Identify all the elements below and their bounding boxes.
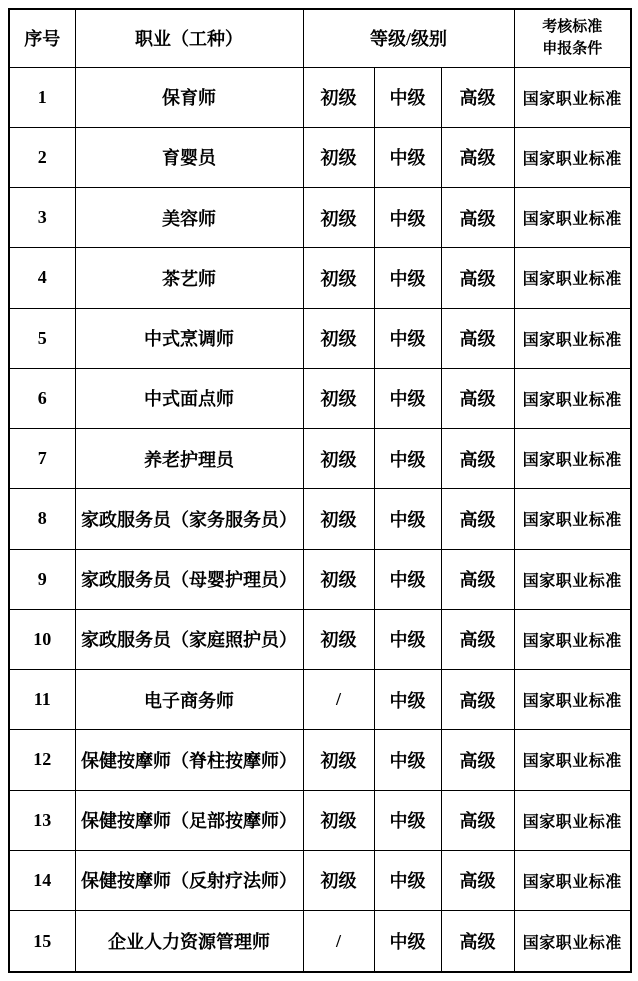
cell-standard: 国家职业标准 (514, 911, 631, 973)
table-row (9, 790, 631, 850)
table-row (9, 429, 631, 489)
cell-level-intermediate: 中级 (374, 730, 441, 790)
table-row (9, 188, 631, 248)
cell-occupation: 美容师 (75, 188, 303, 248)
cell-occupation: 养老护理员 (75, 429, 303, 489)
cell-seq: 3 (9, 188, 75, 248)
cell-level-intermediate: 中级 (374, 248, 441, 308)
cell-standard: 国家职业标准 (514, 489, 631, 549)
cell-level-junior: 初级 (303, 127, 374, 187)
cell-level-junior: 初级 (303, 790, 374, 850)
cell-level-junior: 初级 (303, 429, 374, 489)
header-row (9, 9, 631, 67)
cell-seq: 13 (9, 790, 75, 850)
table-body (9, 67, 631, 972)
table-row (9, 248, 631, 308)
cell-seq: 12 (9, 730, 75, 790)
cell-level-senior: 高级 (441, 308, 514, 368)
cell-level-intermediate: 中级 (374, 429, 441, 489)
cell-level-intermediate: 中级 (374, 67, 441, 127)
cell-occupation: 企业人力资源管理师 (75, 911, 303, 973)
cell-level-junior: 初级 (303, 248, 374, 308)
cell-level-senior: 高级 (441, 790, 514, 850)
cell-standard: 国家职业标准 (514, 368, 631, 428)
cell-level-intermediate: 中级 (374, 308, 441, 368)
cell-standard: 国家职业标准 (514, 730, 631, 790)
table-row (9, 67, 631, 127)
cell-level-junior: 初级 (303, 368, 374, 428)
cell-level-junior: 初级 (303, 549, 374, 609)
cell-seq: 15 (9, 911, 75, 973)
cell-standard: 国家职业标准 (514, 188, 631, 248)
cell-occupation: 电子商务师 (75, 670, 303, 730)
cell-level-junior: 初级 (303, 730, 374, 790)
table-row (9, 670, 631, 730)
cell-level-junior: 初级 (303, 188, 374, 248)
cell-occupation: 家政服务员（家庭照护员） (75, 609, 303, 669)
cell-occupation: 育婴员 (75, 127, 303, 187)
cell-level-senior: 高级 (441, 489, 514, 549)
cell-occupation: 保健按摩师（脊柱按摩师） (75, 730, 303, 790)
cell-level-intermediate: 中级 (374, 368, 441, 428)
cell-level-intermediate: 中级 (374, 188, 441, 248)
cell-level-senior: 高级 (441, 248, 514, 308)
cell-level-senior: 高级 (441, 188, 514, 248)
table-row (9, 489, 631, 549)
header-seq: 序号 (9, 9, 75, 67)
cell-occupation: 中式烹调师 (75, 308, 303, 368)
cell-level-intermediate: 中级 (374, 609, 441, 669)
cell-level-intermediate: 中级 (374, 127, 441, 187)
cell-seq: 14 (9, 850, 75, 910)
header-level: 等级/级别 (303, 9, 514, 67)
cell-seq: 6 (9, 368, 75, 428)
cell-occupation: 保健按摩师（反射疗法师） (75, 850, 303, 910)
cell-standard: 国家职业标准 (514, 127, 631, 187)
cell-level-intermediate: 中级 (374, 549, 441, 609)
cell-occupation: 中式面点师 (75, 368, 303, 428)
cell-level-senior: 高级 (441, 670, 514, 730)
table-row (9, 911, 631, 973)
cell-level-senior: 高级 (441, 850, 514, 910)
table-row (9, 609, 631, 669)
cell-level-junior: 初级 (303, 489, 374, 549)
cell-seq: 8 (9, 489, 75, 549)
cell-level-junior: 初级 (303, 308, 374, 368)
cell-standard: 国家职业标准 (514, 850, 631, 910)
cell-standard: 国家职业标准 (514, 670, 631, 730)
cell-seq: 1 (9, 67, 75, 127)
cell-level-junior: 初级 (303, 67, 374, 127)
header-occupation: 职业（工种） (75, 9, 303, 67)
cell-level-senior: 高级 (441, 67, 514, 127)
cell-standard: 国家职业标准 (514, 790, 631, 850)
cell-level-intermediate: 中级 (374, 489, 441, 549)
cell-level-intermediate: 中级 (374, 670, 441, 730)
cell-seq: 7 (9, 429, 75, 489)
cell-seq: 5 (9, 308, 75, 368)
cell-level-senior: 高级 (441, 730, 514, 790)
cell-seq: 10 (9, 609, 75, 669)
table-row (9, 368, 631, 428)
table-row (9, 850, 631, 910)
cell-standard: 国家职业标准 (514, 609, 631, 669)
cell-seq: 11 (9, 670, 75, 730)
cell-occupation: 家政服务员（家务服务员） (75, 489, 303, 549)
table-row (9, 127, 631, 187)
cell-standard: 国家职业标准 (514, 549, 631, 609)
header-standard-line2: 申报条件 (542, 41, 603, 58)
table-row (9, 730, 631, 790)
cell-occupation: 保健按摩师（足部按摩师） (75, 790, 303, 850)
cell-standard: 国家职业标准 (514, 308, 631, 368)
cell-seq: 4 (9, 248, 75, 308)
cell-standard: 国家职业标准 (514, 248, 631, 308)
table-header (9, 9, 631, 67)
header-standard-line1: 考核标准 (542, 18, 603, 35)
cell-occupation: 茶艺师 (75, 248, 303, 308)
cell-level-junior: / (303, 670, 374, 730)
cell-level-junior: / (303, 911, 374, 973)
cell-level-senior: 高级 (441, 368, 514, 428)
table-row (9, 549, 631, 609)
cell-standard: 国家职业标准 (514, 429, 631, 489)
cell-occupation: 保育师 (75, 67, 303, 127)
cell-level-senior: 高级 (441, 429, 514, 489)
cell-level-intermediate: 中级 (374, 911, 441, 973)
cell-seq: 9 (9, 549, 75, 609)
cell-level-intermediate: 中级 (374, 850, 441, 910)
header-standard (514, 9, 631, 67)
cell-standard: 国家职业标准 (514, 67, 631, 127)
table-row (9, 308, 631, 368)
cell-level-senior: 高级 (441, 549, 514, 609)
cell-level-intermediate: 中级 (374, 790, 441, 850)
cell-level-senior: 高级 (441, 911, 514, 973)
cell-seq: 2 (9, 127, 75, 187)
cell-level-junior: 初级 (303, 850, 374, 910)
cell-level-junior: 初级 (303, 609, 374, 669)
cell-level-senior: 高级 (441, 609, 514, 669)
qualification-table (8, 8, 632, 973)
cell-level-senior: 高级 (441, 127, 514, 187)
cell-occupation: 家政服务员（母婴护理员） (75, 549, 303, 609)
